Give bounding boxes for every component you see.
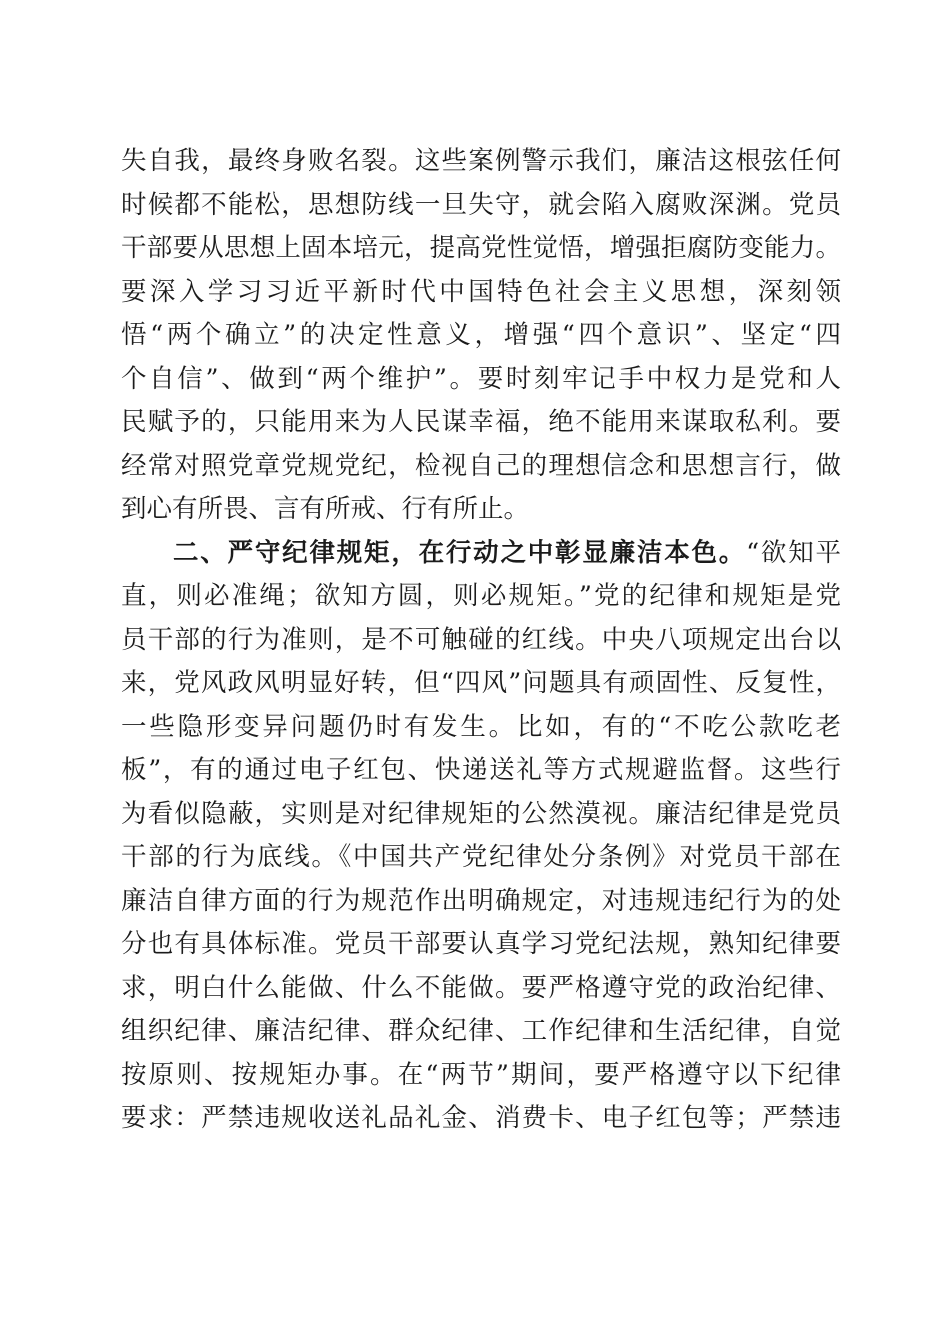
text-line: 要深入学习习近平新时代中国特色社会主义思想，深刻领 <box>121 276 841 307</box>
text-line: 员干部的行为准则，是不可触碰的红线。中央八项规定出台以 <box>121 624 841 655</box>
text-line: 个自信”、做到“两个维护”。要时刻牢记手中权力是党和人 <box>121 363 841 394</box>
text-line: 干部的行为底线。《中国共产党纪律处分条例》对党员干部在 <box>121 842 841 872</box>
text-line: 分也有具体标准。党员干部要认真学习党纪法规，熟知纪律要 <box>121 929 841 959</box>
text-line: 直，则必准绳；欲知方圆，则必规矩。”党的纪律和规矩是党 <box>121 581 841 611</box>
text-line: 悟“两个确立”的决定性意义，增强“四个意识”、坚定“四 <box>121 320 841 350</box>
text-line: 要求：严禁违规收送礼品礼金、消费卡、电子红包等；严禁违 <box>121 1103 841 1133</box>
text-line: 经常对照党章党规党纪，检视自己的理想信念和思想言行，做 <box>121 450 841 481</box>
text-line: 时候都不能松，思想防线一旦失守，就会陷入腐败深渊。党员 <box>121 189 841 220</box>
quote-start: “欲知平 <box>746 537 841 568</box>
text-line: 廉洁自律方面的行为规范作出明确规定，对违规违纪行为的处 <box>121 885 841 916</box>
text-line: 按原则、按规矩办事。在“两节”期间，要严格遵守以下纪律 <box>121 1059 841 1090</box>
section-heading: 二、严守纪律规矩，在行动之中彰显廉洁本色。 <box>173 537 747 568</box>
text-line: 组织纪律、廉洁纪律、群众纪律、工作纪律和生活纪律，自觉 <box>121 1016 841 1046</box>
paragraph-1 <box>121 140 841 532</box>
text-line: 板”，有的通过电子红包、快递送礼等方式规避监督。这些行 <box>121 755 841 785</box>
paragraph-2-first-line <box>121 532 841 576</box>
text-line: 民赋予的，只能用来为人民谋幸福，绝不能用来谋取私利。要 <box>121 407 841 437</box>
text-line: 来，党风政风明显好转，但“四风”问题具有顽固性、反复性， <box>121 668 841 698</box>
paragraph-2 <box>121 532 841 1141</box>
text-line: 失自我，最终身败名裂。这些案例警示我们，廉洁这根弦任何 <box>121 146 841 176</box>
text-line: 干部要从思想上固本培元，提高党性觉悟，增强拒腐防变能力。 <box>121 233 841 263</box>
text-line: 一些隐形变异问题仍时有发生。比如，有的“不吃公款吃老 <box>121 711 841 742</box>
text-line: 求，明白什么能做、什么不能做。要严格遵守党的政治纪律、 <box>121 972 841 1003</box>
text-line: 到心有所畏、言有所戒、行有所止。 <box>121 494 530 524</box>
document-body <box>121 140 841 1141</box>
text-line: 为看似隐蔽，实则是对纪律规矩的公然漠视。廉洁纪律是党员 <box>121 798 841 829</box>
